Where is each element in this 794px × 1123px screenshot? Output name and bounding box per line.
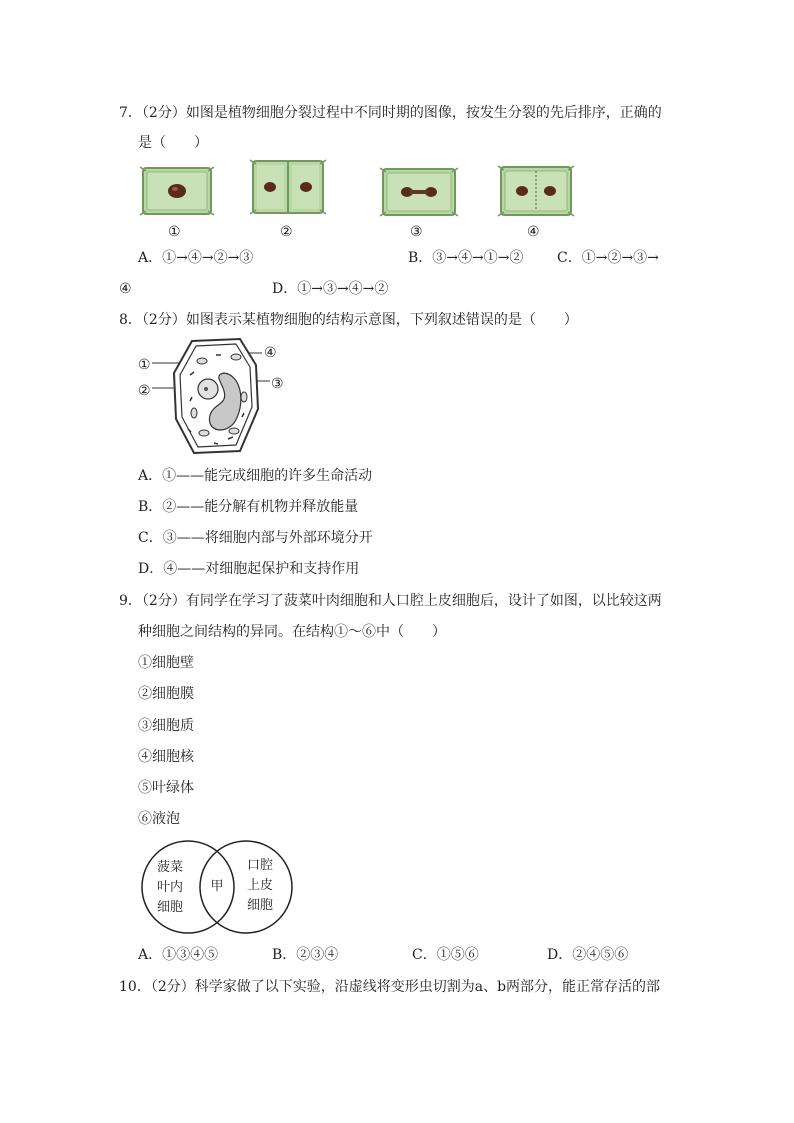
q8-option-b[interactable]: B．②——能分解有机物并释放能量 [138,499,359,515]
q7-option-d[interactable]: D．①→③→④→② [272,281,389,297]
q7-stage-image-1 [140,165,214,217]
q9-item-4: ④细胞核 [138,749,194,765]
q9-stem-line2: 种细胞之间结构的异同。在结构①～⑥中（ ） [138,624,446,640]
q8-callout-1: ① [138,357,151,373]
q9-option-b[interactable]: B．②③④ [272,947,339,963]
q9-venn-right-label: 口腔 上皮 细胞 [246,858,273,913]
q9-item-1: ①细胞壁 [138,655,194,671]
q10-stem-line1: 10．（2分）科学家做了以下实验，沿虚线将变形虫切割为a、b两部分，能正常存活的部 [119,979,661,995]
q8-option-a[interactable]: A．①——能完成细胞的许多生命活动 [138,468,373,484]
q7-stage-image-4 [498,164,574,218]
q7-stage-label-4: ④ [527,224,540,240]
q9-stem-line1: 9．（2分）有同学在学习了菠菜叶肉细胞和人口腔上皮细胞后，设计了如图，以比较这两 [119,593,662,609]
q9-item-3: ③细胞质 [138,718,194,734]
q7-option-a[interactable]: A．①→④→②→③ [138,250,254,266]
q9-item-2: ②细胞膜 [138,686,194,702]
q7-stage-image-3 [380,166,458,218]
q7-stage-label-2: ② [280,224,293,240]
q7-option-c-continued: ④ [119,281,132,297]
q9-venn-middle-label: 甲 [210,879,224,894]
q8-callout-3: ③ [271,376,284,392]
q7-stage-label-3: ③ [410,224,423,240]
q8-stem: 8．（2分）如图表示某植物细胞的结构示意图，下列叙述错误的是（ ） [119,312,578,328]
q8-option-d[interactable]: D．④——对细胞起保护和支持作用 [138,561,360,577]
q9-option-d[interactable]: D．②④⑤⑥ [547,947,629,963]
q7-option-c[interactable]: C．①→②→③→ [557,250,659,266]
q7-stem-line2: 是（ ） [138,135,208,151]
q9-item-5: ⑤叶绿体 [138,780,194,796]
q8-option-c[interactable]: C．③——将细胞内部与外部环境分开 [138,530,373,546]
q8-callout-2: ② [138,383,151,399]
q9-option-a[interactable]: A．①③④⑤ [138,947,219,963]
q9-item-6: ⑥液泡 [138,811,180,827]
q7-stage-label-1: ① [168,224,181,240]
q7-option-b[interactable]: B．③→④→①→② [408,250,524,266]
q9-option-c[interactable]: C．①⑤⑥ [412,947,479,963]
q7-stem-line1: 7．（2分）如图是植物细胞分裂过程中不同时期的图像，按发生分裂的先后排序，正确的 [119,105,662,121]
q9-venn-left-label: 菠菜 叶内 细胞 [156,860,183,915]
q7-stage-image-2 [250,158,326,216]
q8-callout-4: ④ [264,345,277,361]
